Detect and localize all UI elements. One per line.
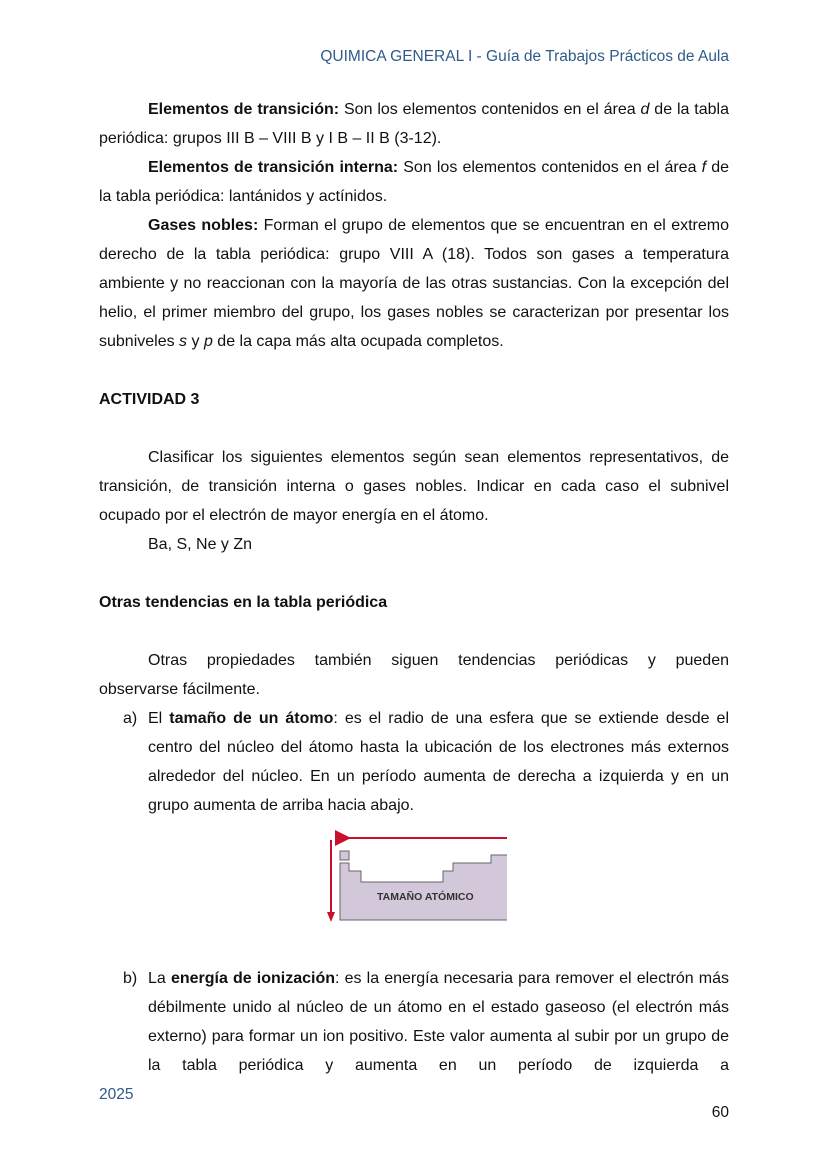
atomic-size-label: TAMAÑO ATÓMICO xyxy=(377,891,474,903)
paragraph-gases-nobles xyxy=(99,211,729,356)
text-transicion-interna-a: Son los elementos contenidos en el área xyxy=(398,159,702,176)
item-b-term: energía de ionización xyxy=(170,970,336,987)
footer-year: 2025 xyxy=(99,1086,134,1103)
text-transicion-interna-b: de la tabla periódica: lantánidos y actínidos. xyxy=(99,159,729,205)
text-gases-b: de la capa más alta ocupada completos. xyxy=(212,333,504,350)
item-a-pre: El xyxy=(148,710,170,727)
periodic-table-shape xyxy=(340,855,507,920)
item-b-pre: La xyxy=(148,970,171,987)
paragraph-transicion xyxy=(99,95,729,153)
tendencias-intro-line1: Otras propiedades también siguen tendencias periódicas y pueden xyxy=(148,652,729,669)
atomic-size-figure xyxy=(99,830,729,950)
text-transicion-a: Son los elementos contenidos en el área xyxy=(339,101,641,118)
hydrogen-cell xyxy=(340,851,349,860)
paragraph-actividad: Clasificar los siguientes elementos según sean elementos representativos, de transición, de transición interna o gases nobles. Indicar en cada caso el subnivel ocupado por el electrón de mayor energía en el átomo. xyxy=(99,449,729,524)
tendencias-intro-line2: observarse fácilmente. xyxy=(99,681,260,698)
text-gases-mid: y xyxy=(187,333,204,350)
list-marker-b: b) xyxy=(123,970,138,987)
paragraph-transicion-interna xyxy=(99,153,729,211)
list-text-b xyxy=(148,964,729,1080)
list-text-a xyxy=(148,704,729,820)
tendencias-title: Otras tendencias en la tabla periódica xyxy=(99,594,388,611)
atomic-size-diagram xyxy=(321,830,507,922)
actividad-elements: Ba, S, Ne y Zn xyxy=(148,536,253,553)
item-a-text: : es el radio de una esfera que se extiende desde el centro del núcleo del átomo hasta la ubicación de los electrones más externos alrededor del núcleo. En un período aumenta de derecha a izquierda y en un grupo aumenta de arriba hacia abajo. xyxy=(148,710,730,814)
page-number: 60 xyxy=(711,1104,729,1121)
text-gases-a: Forman el grupo de elementos que se encuentran en el extremo derecho de la tabla periódica: grupo VIII A (18). Todos son gases a temperatura ambiente y no reaccionan con la mayoría de las otras sustancias. Con la excepción del helio, el primer miembro del grupo, los gases nobles se caracterizan por presentar los subniveles xyxy=(99,217,730,350)
actividad-title: ACTIVIDAD 3 xyxy=(99,391,200,408)
italic-s: s xyxy=(179,333,188,350)
page-content xyxy=(99,95,729,1080)
italic-d: d xyxy=(640,101,650,118)
list-item-b xyxy=(99,964,729,1080)
italic-f: f xyxy=(701,159,707,176)
page-header: QUIMICA GENERAL I - Guía de Trabajos Prácticos de Aula xyxy=(320,48,729,65)
list-item-a xyxy=(99,704,729,820)
list-marker-a: a) xyxy=(123,710,138,727)
text-transicion-b: de la tabla periódica: grupos III B – VIII B y I B – II B (3-12). xyxy=(99,101,730,147)
item-a-term: tamaño de un átomo xyxy=(169,710,334,727)
vertical-arrow-head xyxy=(327,912,335,922)
term-transicion: Elementos de transición: xyxy=(148,101,340,118)
item-b-text: : es la energía necesaria para remover el electrón más débilmente unido al núcleo de un átomo en el estado gaseoso (el electrón más externo) para formar un ion positivo. Este valor aumenta al subir por un grupo de la tabla periódica y aumenta en un período de izquierda a xyxy=(148,970,730,1074)
term-transicion-interna: Elementos de transición interna: xyxy=(148,159,399,176)
italic-p: p xyxy=(203,333,213,350)
term-gases-nobles: Gases nobles: xyxy=(148,217,259,234)
